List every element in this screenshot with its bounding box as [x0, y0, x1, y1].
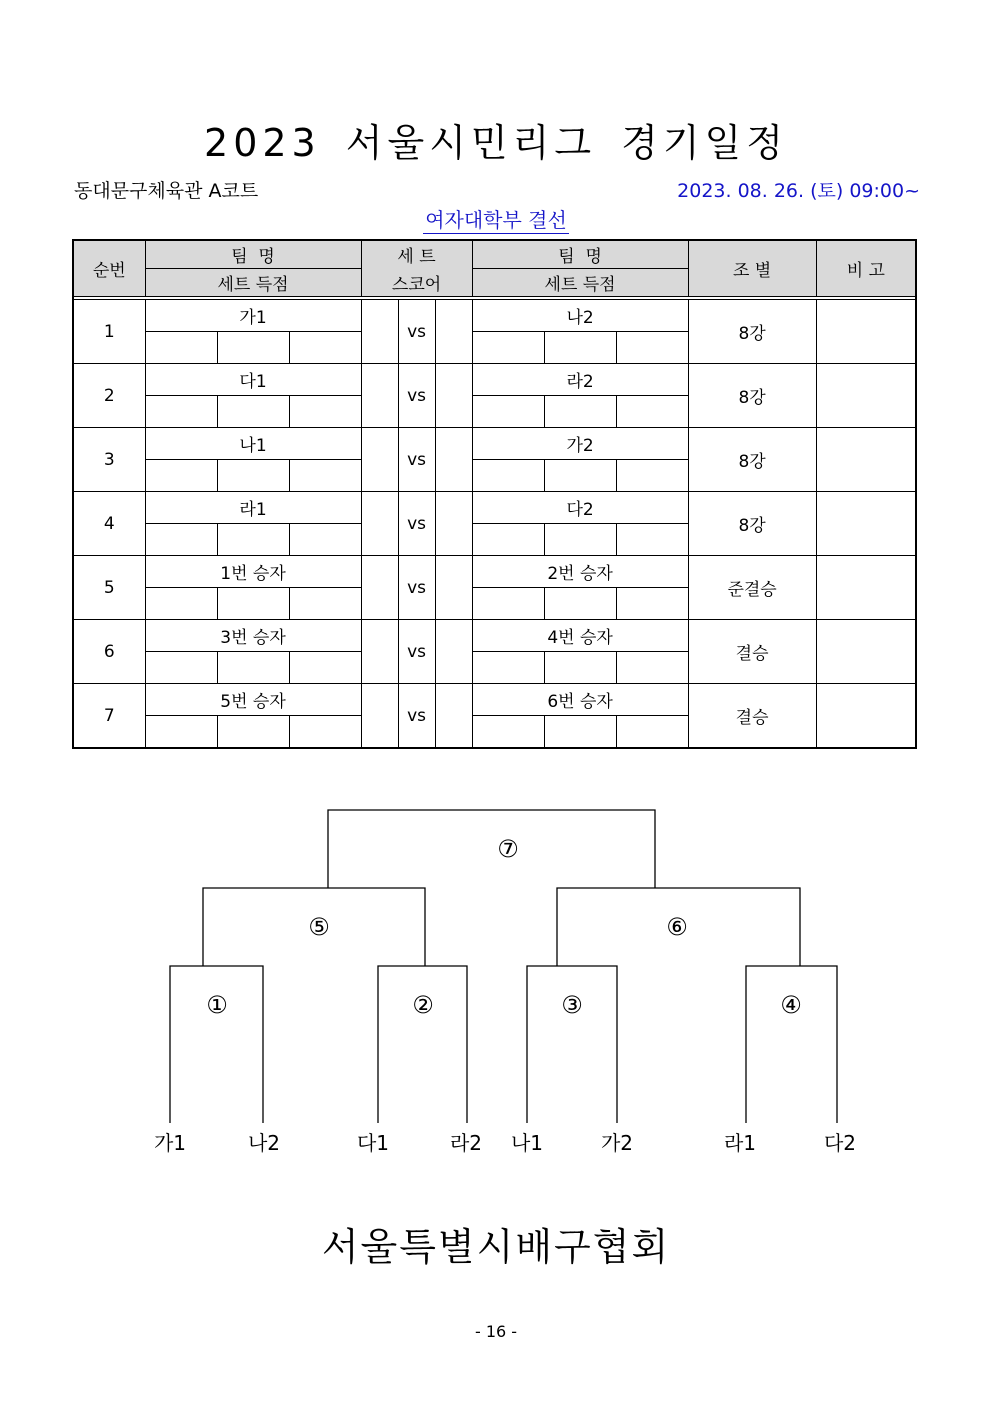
round-label: 8강 [688, 428, 816, 492]
header-group: 조 별 [688, 240, 816, 297]
bracket-line-7 [328, 810, 655, 888]
team-a-name: 다1 [145, 364, 361, 396]
bracket-team-3: 다1 [356, 1131, 390, 1155]
bracket-line-1 [170, 966, 263, 1123]
round-label: 결승 [688, 620, 816, 684]
page-number: - 16 - [474, 1322, 518, 1341]
round-label: 준결승 [688, 556, 816, 620]
header-order: 순번 [73, 240, 145, 297]
datetime-label: 2023. 08. 26. (토) 09:00~ [677, 180, 920, 202]
header-set-top: 세 트 [361, 240, 472, 269]
header-set-points-a: 세트 득점 [145, 269, 361, 297]
row-number: 2 [73, 364, 145, 428]
page-title: 2023 서울시민리그 경기일정 [204, 121, 788, 165]
division-text: 여자대학부 결선 [425, 208, 567, 232]
team-a-name: 가1 [145, 300, 361, 332]
header-set-bottom: 스코어 [361, 269, 472, 297]
team-a-name: 1번 승자 [145, 556, 361, 588]
row-number: 3 [73, 428, 145, 492]
header-note: 비 고 [816, 240, 916, 297]
match-mark-1: ① [206, 991, 228, 1019]
vs-label: vs [398, 556, 435, 620]
team-b-name: 라2 [472, 364, 688, 396]
match-mark-2: ② [412, 991, 434, 1019]
round-label: 8강 [688, 364, 816, 428]
match-mark-3: ③ [561, 991, 583, 1019]
match-mark-5: ⑤ [308, 913, 330, 941]
bracket-team-2: 나2 [247, 1131, 281, 1155]
team-a-name: 라1 [145, 492, 361, 524]
row-number: 6 [73, 620, 145, 684]
row-number: 5 [73, 556, 145, 620]
header-team-b: 팀 명 [472, 240, 688, 269]
team-a-name: 3번 승자 [145, 620, 361, 652]
team-b-name: 다2 [472, 492, 688, 524]
vs-label: vs [398, 364, 435, 428]
bracket-team-6: 가2 [600, 1131, 634, 1155]
header-team-a: 팀 명 [145, 240, 361, 269]
bracket-line-3 [527, 966, 617, 1123]
bracket-team-1: 가1 [153, 1131, 187, 1155]
match-mark-6: ⑥ [666, 913, 688, 941]
row-number: 4 [73, 492, 145, 556]
round-label: 결승 [688, 684, 816, 749]
team-b-name: 6번 승자 [472, 684, 688, 716]
team-b-name: 나2 [472, 300, 688, 332]
row-number: 7 [73, 684, 145, 749]
bracket-team-5: 나1 [510, 1131, 544, 1155]
vs-label: vs [398, 684, 435, 749]
round-label: 8강 [688, 492, 816, 556]
team-a-name: 5번 승자 [145, 684, 361, 716]
team-b-name: 4번 승자 [472, 620, 688, 652]
venue-label: 동대문구체육관 A코트 [74, 180, 259, 202]
team-b-name: 2번 승자 [472, 556, 688, 588]
vs-label: vs [398, 428, 435, 492]
header-set-points-b: 세트 득점 [472, 269, 688, 297]
row-number: 1 [73, 300, 145, 364]
bracket-line-2 [378, 966, 467, 1123]
team-b-name: 가2 [472, 428, 688, 460]
vs-label: vs [398, 492, 435, 556]
vs-label: vs [398, 300, 435, 364]
bracket-team-4: 라2 [449, 1131, 483, 1155]
round-label: 8강 [688, 300, 816, 364]
match-mark-4: ④ [780, 991, 802, 1019]
association-name: 서울특별시배구협회 [321, 1225, 671, 1269]
bracket-team-8: 다2 [823, 1131, 857, 1155]
vs-label: vs [398, 620, 435, 684]
bracket-team-7: 라1 [723, 1131, 757, 1155]
bracket-line-4 [746, 966, 837, 1123]
team-a-name: 나1 [145, 428, 361, 460]
match-mark-7: ⑦ [497, 835, 519, 863]
